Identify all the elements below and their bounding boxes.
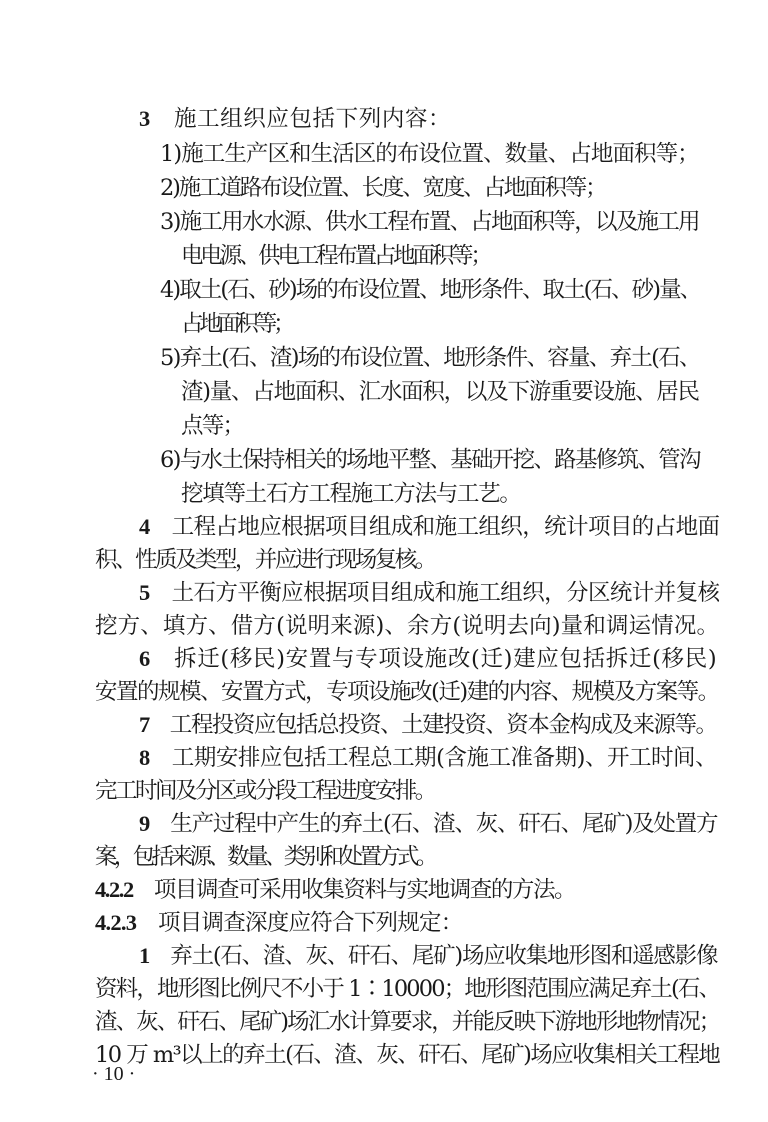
text-line [139, 941, 717, 971]
clause-text: 土石方平衡应根据项目组成和施工组织，分区统计并复核 [149, 580, 720, 606]
clause-number: 5 [139, 580, 150, 605]
text-line [160, 173, 605, 203]
clause-number: 7 [139, 712, 149, 737]
clause-number: 9 [139, 811, 150, 836]
clause-text: 挖方、填方、借方(说明来源)、余方(说明去向)量和调运情况。 [95, 613, 720, 639]
clause-text: 案，包括来源、数量、类别和处置方式。 [95, 844, 435, 870]
clause-text: 弃土(石、渣、灰、矸石、尾矿)场应收集地形图和遥感影像 [149, 943, 718, 969]
text-line [139, 644, 717, 674]
clause-number: 4.2.2 [95, 877, 133, 902]
text-line [160, 445, 700, 475]
clause-number: 6 [139, 646, 151, 671]
text-line [139, 578, 719, 608]
clause-text: 1)施工生产区和生活区的布设位置、数量、占地面积等； [160, 141, 699, 167]
text-line [95, 974, 719, 1004]
text-line [160, 139, 699, 169]
clause-text: 4)取土(石、砂)场的布设位置、地形条件、取土(石、砂)量、 [160, 277, 701, 303]
text-line [95, 776, 435, 806]
clause-text: 资料，地形图比例尺不小于 1∶10000；地形图范围应满足弃土(石、 [95, 976, 720, 1002]
text-line [139, 809, 717, 839]
clause-text: 电电源、供电工程布置占地面积等； [181, 243, 490, 269]
text-line [181, 479, 521, 509]
text-line [181, 377, 699, 407]
clause-text: 5)弃土(石、渣)场的布设位置、地形条件、容量、弃土(石、 [160, 345, 700, 371]
clause-text: 占地面积等； [181, 311, 292, 337]
page-number: · 10 · [92, 1063, 136, 1085]
text-line [139, 743, 717, 773]
text-line [160, 207, 699, 237]
clause-number: 3 [139, 106, 151, 131]
clause-text: 项目调查可采用收集资料与实地调查的方法。 [132, 877, 576, 903]
text-line [95, 842, 435, 872]
text-line [95, 875, 575, 905]
clause-number: 1 [139, 943, 150, 968]
text-line [181, 411, 243, 441]
clause-text: 6)与水土保持相关的场地平整、基础开挖、路基修筑、管沟 [160, 447, 700, 473]
text-line [160, 275, 700, 305]
text-line [139, 512, 719, 542]
clause-text: 渣、灰、矸石、尾矿)场汇水计算要求，并能反映下游地形地物情况； [95, 1009, 720, 1035]
clause-number: 4.2.3 [95, 910, 137, 935]
clause-text: 工程投资应包括总投资、土建投资、资本金构成及来源等。 [148, 712, 717, 738]
clause-number: 4 [139, 514, 150, 539]
text-line [95, 677, 719, 707]
text-line [181, 241, 490, 271]
clause-text: 2)施工道路布设位置、长度、宽度、占地面积等； [160, 175, 606, 201]
clause-text: 积、性质及类型，并应进行现场复核。 [95, 547, 435, 573]
text-line [160, 343, 700, 373]
clause-text: 生产过程中产生的弃土(石、渣、灰、矸石、尾矿)及处置方 [149, 811, 718, 837]
text-line [139, 104, 451, 134]
text-line [95, 1040, 719, 1070]
clause-text: 完工时间及分区或分段工程进度安排。 [95, 778, 435, 804]
clause-text: 点等； [181, 413, 244, 439]
clause-text: 挖填等土石方工程施工方法与工艺。 [181, 481, 521, 507]
text-line [95, 611, 719, 641]
text-line [95, 908, 463, 938]
clause-text: 工程占地应根据项目组成和施工组织，统计项目的占地面 [149, 514, 720, 540]
text-line [95, 545, 435, 575]
clause-text: 安置的规模、安置方式，专项设施改(迁)建的内容、规模及方案等。 [95, 679, 719, 705]
clause-text: 3)施工用水水源、供水工程布置、占地面积等，以及施工用 [160, 209, 699, 235]
clause-text: 施工组织应包括下列内容： [150, 106, 452, 132]
clause-number: 8 [139, 745, 150, 770]
clause-text: 渣)量、占地面积、汇水面积，以及下游重要设施、居民 [181, 379, 699, 405]
text-line [181, 309, 292, 339]
text-line [139, 710, 717, 740]
clause-text: 项目调查深度应符合下列规定： [136, 910, 463, 936]
clause-text: 工期安排应包括工程总工期(含施工准备期)、开工时间、 [149, 745, 718, 771]
clause-text: 拆迁(移民)安置与专项设施改(迁)建应包括拆迁(移民) [150, 646, 718, 672]
text-line [95, 1007, 719, 1037]
clause-text: 10 万 m³以上的弃土(石、渣、灰、矸石、尾矿)场应收集相关工程地 [95, 1042, 720, 1068]
